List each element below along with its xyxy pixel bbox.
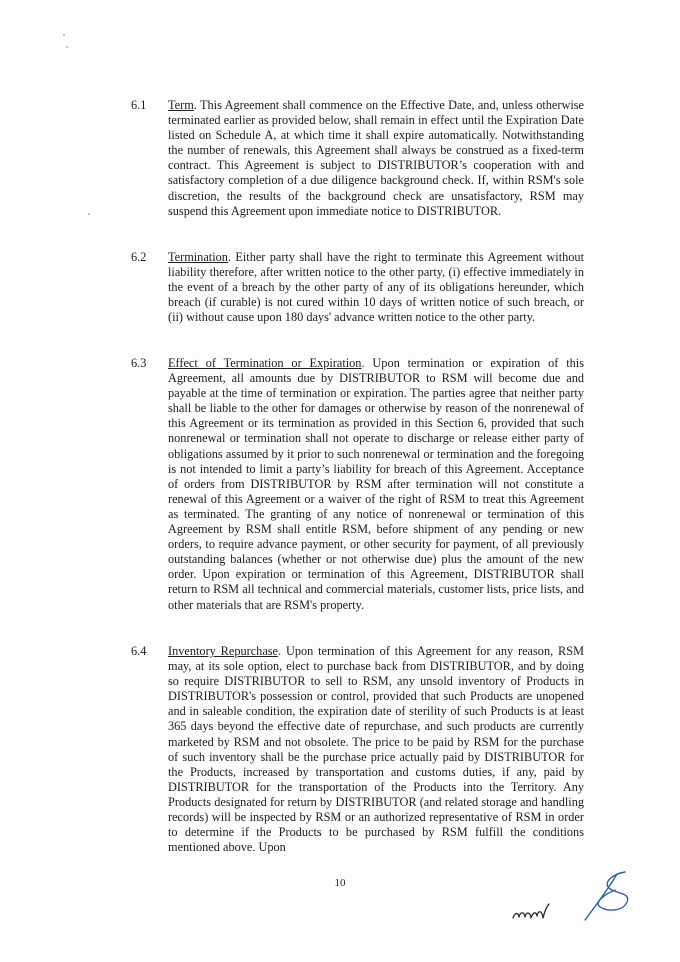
page-number: 10 bbox=[334, 877, 346, 889]
clause-number: 6.4 bbox=[131, 644, 147, 658]
scan-speck bbox=[66, 46, 68, 48]
clause-body: . This Agreement shall commence on the Effective Date, and, unless otherwise terminated earlier as provided below, shall remain in effect until the Expiration Date listed on Schedule A, at which time it shall expire automatically. Notwithstanding the number of renewals, this Agreement shall always be construed as a fixed-term contract. This Agreement is subject to DISTRIBUTOR’s cooperation with and satisfactory completion of a due diligence background check. If, within RSM's sole discretion, the results of the background check are unsatisfactory, RSM may suspend this Agreement upon immediate notice to DISTRIBUTOR. bbox=[168, 98, 584, 218]
clause-number: 6.2 bbox=[131, 250, 147, 264]
clause-text bbox=[168, 356, 584, 613]
clause-text bbox=[168, 250, 584, 325]
clause-number: 6.1 bbox=[131, 98, 147, 112]
clause-body: . Upon termination of this Agreement for any reason, RSM may, at its sole option, elect to purchase back from DISTRIBUTOR, and by doing so require DISTRIBUTOR to sell to RSM, any unsold inventory of Products in DISTRIBUTOR's possession or control, provided that such Products are unopened and in saleable condition, the expiration date of sterility of such Products is at least 365 days beyond the effective date of repurchase, and such products are currently marketed by RSM and not obsolete. The price to be paid by RSM for the purchase of such inventory shall be the purchase price actually paid by DISTRIBUTOR for the Products, increased by transportation and customs duties, if any, paid by DISTRIBUTOR for the transportation of the Products into the Territory. Any Products designated for return by DISTRIBUTOR (and related storage and handling records) will be inspected by RSM or an authorized representative of RSM in order to determine if the Products to be purchased by RSM fulfill the conditions mentioned above. Upon bbox=[168, 644, 584, 855]
clause-body: . Either party shall have the right to terminate this Agreement without liability therefore, after written notice to the other party, (i) effective immediately in the event of a breach by the other party of any of its obligations hereunder, which breach (if curable) is not cured within 10 days of written notice of such breach, or (ii) without cause upon 180 days' advance written notice to the other party. bbox=[168, 250, 584, 325]
scan-speck bbox=[63, 34, 65, 36]
clause-body: . Upon termination or expiration of this Agreement, all amounts due by DISTRIBUTOR to RSM will become due and payable at the time of termination or expiration. The parties agree that neither party shall be liable to the other for damages or otherwise by reason of the nonrenewal of this Agreement or its termination as provided in this Section 6, provided that such nonrenewal or termination shall not operate to discharge or release either party of obligations assumed by it prior to such nonrenewal or termination and the foregoing is not intended to limit a party’s liability for breach of this Agreement. Acceptance of orders from DISTRIBUTOR by RSM after termination will not constitute a renewal of this Agreement or a waiver of the right of RSM to treat this Agreement as terminated. The granting of any notice of nonrenewal or termination of this Agreement by RSM shall entitle RSM, before shipment of any pending or new orders, to require advance payment, or other security for payment, of all previously outstanding balances (whether or not otherwise due) plus the amount of the new order. Upon expiration or termination of this Agreement, DISTRIBUTOR shall return to RSM all technical and commercial materials, customer lists, price lists, and other materials that are RSM's property. bbox=[168, 356, 584, 612]
handwritten-initials bbox=[505, 860, 645, 930]
initials-mm-stroke bbox=[513, 904, 549, 918]
clause-heading: Termination bbox=[168, 250, 228, 264]
clause-heading: Term bbox=[168, 98, 194, 112]
scan-speck bbox=[88, 213, 90, 215]
clause-number: 6.3 bbox=[131, 356, 147, 370]
clause-text bbox=[168, 98, 584, 219]
initials-second-stroke bbox=[585, 872, 628, 920]
clause-text bbox=[168, 644, 584, 855]
clause-heading: Inventory Repurchase bbox=[168, 644, 279, 658]
clause-heading: Effect of Termination or Expiration bbox=[168, 356, 362, 370]
